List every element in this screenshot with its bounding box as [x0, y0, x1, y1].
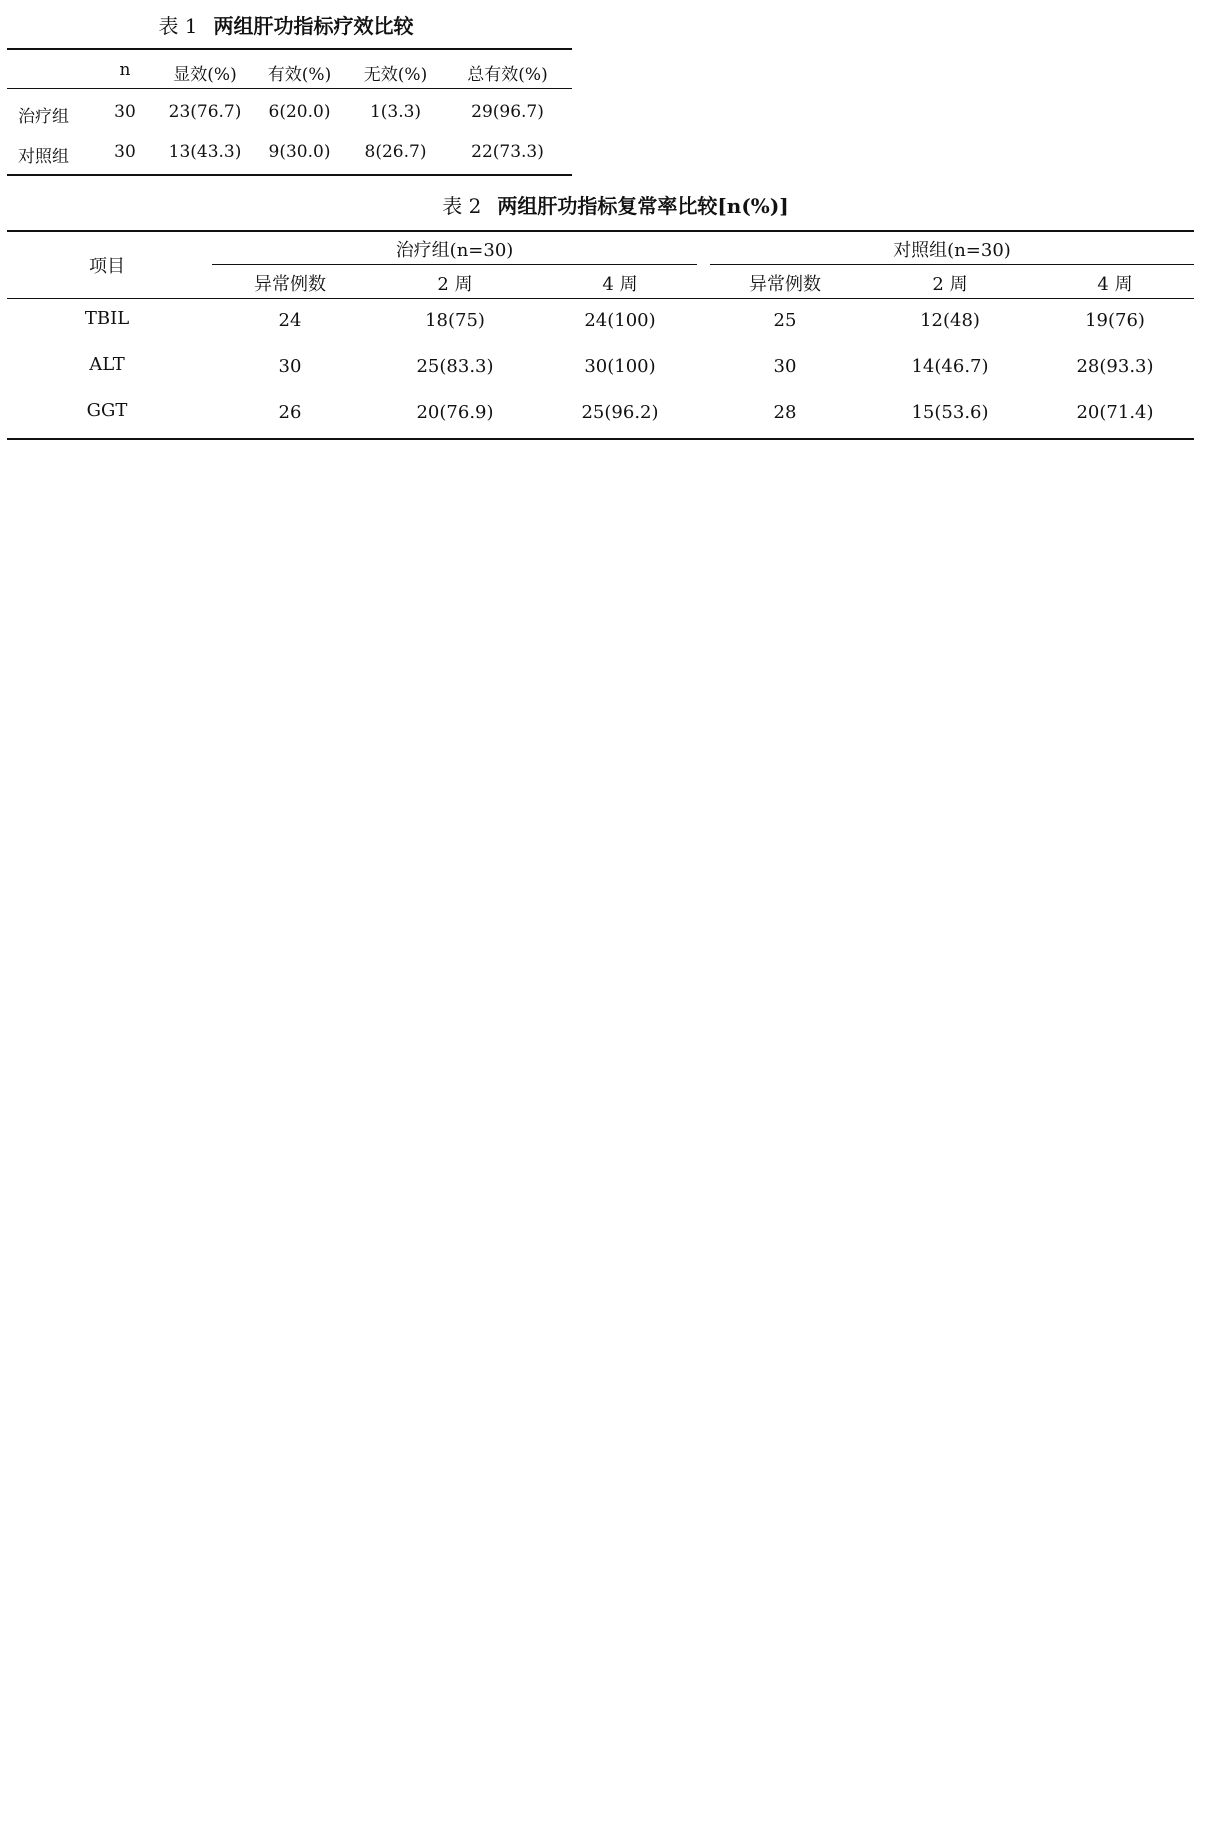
- table-1-cell: 9(30.0): [268, 142, 331, 162]
- table-1-cell: 29(96.7): [471, 102, 544, 122]
- table-2-subheader: 4 周: [1097, 274, 1133, 295]
- table-1-number: 表 1: [158, 14, 198, 38]
- table-2-cell: 18(75): [425, 310, 485, 331]
- table-2-cell: 25(83.3): [416, 356, 494, 377]
- table-2-cell: 20(76.9): [416, 402, 494, 423]
- table-2-row-label: ALT: [89, 354, 125, 375]
- table-1-cell: 30: [114, 102, 136, 122]
- table-2-bottom-rule: [7, 438, 1194, 440]
- table-1-header-ineffective: 无效(%): [363, 65, 428, 85]
- table-1-cell: 8(26.7): [364, 142, 427, 162]
- table-2-cell: 28(93.3): [1076, 356, 1154, 377]
- table-2-cell: 30: [278, 356, 302, 377]
- table-2-group-header-control: 对照组(n=30): [893, 240, 1011, 261]
- table-1-bottom-rule: [7, 174, 572, 176]
- table-2-number: 表 2: [442, 194, 482, 218]
- table-2-cell: 24: [278, 310, 302, 331]
- table-2-cell: 25: [773, 310, 797, 331]
- table-1-cell: 22(73.3): [471, 142, 544, 162]
- table-2-cell: 12(48): [920, 310, 980, 331]
- table-2-cell: 28: [773, 402, 797, 423]
- table-2-header-item: 项目: [89, 256, 125, 277]
- table-1-cell: 13(43.3): [168, 142, 242, 162]
- table-2-group-rule-control: [710, 264, 1194, 265]
- table-1-cell: 23(76.7): [168, 102, 242, 122]
- table-2-group-header-treatment: 治疗组(n=30): [395, 240, 514, 261]
- table-2-row-label: TBIL: [84, 308, 130, 329]
- table-2-cell: 20(71.4): [1076, 402, 1154, 423]
- table-1-header-effective: 有效(%): [267, 65, 332, 85]
- table-1-header-total: 总有效(%): [467, 65, 548, 85]
- table-2-cell: 14(46.7): [911, 356, 989, 377]
- table-1-header-rule: [7, 88, 572, 89]
- table-1-row-label: 对照组: [18, 147, 69, 167]
- table-2-cell: 19(76): [1085, 310, 1145, 331]
- table-1-cell: 1(3.3): [369, 102, 422, 122]
- table-1-cell: 6(20.0): [268, 102, 331, 122]
- table-2-cell: 25(96.2): [581, 402, 659, 423]
- table-1-cell: 30: [114, 142, 136, 162]
- table-1-caption: [0, 13, 572, 39]
- table-2-group-rule-treatment: [212, 264, 697, 265]
- table-1-header-marked: 显效(%): [173, 65, 237, 85]
- table-2-cell: 30: [773, 356, 797, 377]
- table-2-cell: 24(100): [584, 310, 656, 331]
- table-2-cell: 15(53.6): [911, 402, 989, 423]
- table-2-subheader: 4 周: [602, 274, 638, 295]
- table-2-row-label: GGT: [86, 400, 128, 421]
- table-1-title: 两组肝功指标疗效比较: [213, 14, 414, 38]
- table-2-cell: 30(100): [584, 356, 656, 377]
- table-1-header-n: n: [119, 60, 131, 80]
- table-2-cell: 26: [278, 402, 302, 423]
- table-1-top-rule: [7, 48, 572, 50]
- table-2-top-rule: [7, 230, 1194, 232]
- table-2-subheader: 异常例数: [749, 274, 821, 295]
- table-2-subheader: 异常例数: [254, 274, 326, 295]
- table-2-header-rule: [7, 298, 1194, 299]
- table-2-caption: [0, 193, 1231, 219]
- table-2-subheader: 2 周: [932, 274, 968, 295]
- table-1-row-label: 治疗组: [18, 107, 69, 127]
- table-2-title: 两组肝功指标复常率比较[n(%)]: [497, 194, 789, 218]
- table-2-subheader: 2 周: [437, 274, 473, 295]
